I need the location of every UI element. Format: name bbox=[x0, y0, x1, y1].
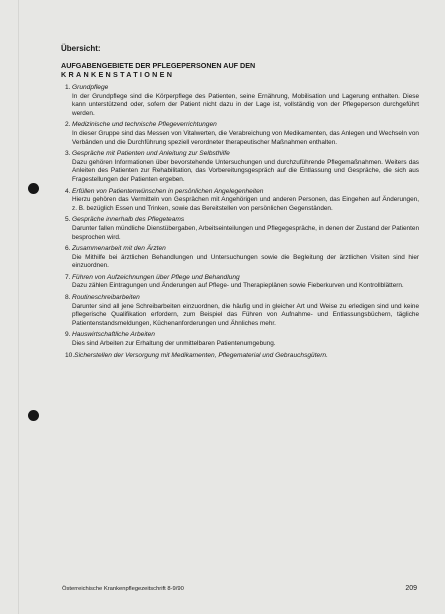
task-heading bbox=[61, 188, 419, 197]
task-heading bbox=[61, 294, 419, 303]
task-number: 6. bbox=[65, 245, 71, 253]
task-item-1 bbox=[61, 84, 419, 118]
task-title: Führen von Aufzeichnungen über Pflege und Behandlung bbox=[72, 273, 240, 281]
task-description: Darunter fallen mündliche Dienstübergaben, Arbeitseinteilungen und Pflegegespräche, in denen der Zustand der Patienten besprochen wird. bbox=[72, 224, 419, 241]
task-title: Erfüllen von Patientenwünschen in persönlichen Angelegenheiten bbox=[72, 187, 264, 195]
task-item-4 bbox=[61, 188, 419, 214]
task-number: 4. bbox=[65, 187, 71, 195]
task-item-8 bbox=[61, 294, 419, 328]
task-heading bbox=[61, 245, 419, 254]
task-item-7 bbox=[61, 274, 419, 291]
task-item-9 bbox=[61, 331, 419, 348]
headline-line-2: KRANKENSTATIONEN bbox=[61, 70, 175, 79]
article-headline bbox=[61, 61, 419, 79]
task-description: Dazu zählen Eintragungen und Änderungen auf Pflege- und Therapieplänen sowie Fieberkurven und Kontrollblättern. bbox=[72, 282, 404, 290]
task-description: In der Grundpflege sind die Körperpflege des Patienten, seine Ernährung, Mobilisation und Lagerung enthalten. Diese kann unterstützend oder, sofern der Patient nicht dazu in der Lage ist, vollständig von der Pflegeperson durchgeführt werden. bbox=[72, 92, 419, 117]
task-heading bbox=[61, 150, 419, 159]
task-title: Gespräche innerhalb des Pflegeteams bbox=[72, 216, 185, 224]
task-number: 7. bbox=[65, 273, 71, 281]
task-title: Gespräche mit Patienten und Anleitung zur Selbsthilfe bbox=[72, 150, 230, 158]
task-item-5 bbox=[61, 216, 419, 242]
article-body bbox=[61, 44, 419, 360]
task-description: Dies sind Arbeiten zur Erhaltung der unmittelbaren Patientenumgebung. bbox=[72, 340, 276, 348]
task-number: 1. bbox=[65, 84, 71, 91]
task-title: Sicherstellen der Versorgung mit Medikamenten, Pflegematerial und Gebrauchsgütern. bbox=[74, 351, 328, 359]
task-number: 3. bbox=[65, 150, 71, 158]
punch-hole-top bbox=[28, 183, 39, 194]
task-description: Dazu gehören Informationen über bevorstehende Untersuchungen und durchzuführende Pflegemaßnahmen. Weiters das Anleiten des Patienten zur Rehabilitation, das Vorbereitungsgespräch auf die Entlassung und Gespräche, die sich aus Fragestellungen der Patienten ergeben. bbox=[72, 158, 419, 183]
task-description: Die Mithilfe bei ärztlichen Behandlungen und Untersuchungen sowie die Begleitung der ärztlichen Visiten sind hier einzuordnen. bbox=[72, 253, 419, 270]
task-heading bbox=[61, 121, 419, 130]
task-title: Grundpflege bbox=[72, 84, 109, 91]
task-item-3 bbox=[61, 150, 419, 184]
task-title: Hauswirtschaftliche Arbeiten bbox=[72, 331, 155, 339]
task-number: 10. bbox=[65, 351, 75, 359]
page-footer bbox=[62, 585, 417, 593]
task-title: Zusammenarbeit mit den Ärzten bbox=[72, 245, 166, 253]
task-item-2 bbox=[61, 121, 419, 147]
task-number: 9. bbox=[65, 331, 71, 339]
overview-label: Übersicht: bbox=[61, 44, 101, 53]
task-number: 2. bbox=[65, 121, 71, 129]
task-heading bbox=[61, 216, 419, 225]
task-number: 5. bbox=[65, 216, 71, 224]
task-heading bbox=[61, 84, 419, 93]
task-list bbox=[61, 84, 419, 360]
task-description: In dieser Gruppe sind das Messen von Vitalwerten, die Verabreichung von Medikamenten, das Anlegen und Wechseln von Verbänden und die Durchführung speziell verordneter therapeutischer Maßnahmen enthalten. bbox=[72, 129, 419, 146]
task-heading bbox=[61, 352, 419, 361]
task-number: 8. bbox=[65, 294, 71, 302]
task-title: Routineschreibarbeiten bbox=[72, 294, 140, 302]
page-number: 209 bbox=[405, 585, 417, 592]
task-item-10 bbox=[61, 352, 419, 361]
task-item-6 bbox=[61, 245, 419, 271]
headline-line-1: AUFGABENGEBIETE DER PFLEGEPERSONEN AUF DEN bbox=[61, 61, 256, 70]
task-description: Hierzu gehören das Vermitteln von Gesprächen mit Angehörigen und anderen Personen, das Eingehen auf Änderungen, z. B. bezüglich Essen und Trinken, sowie das Bereitstellen von persönlichen Gegenständen. bbox=[72, 196, 419, 212]
punch-hole-bottom bbox=[28, 410, 39, 421]
journal-source: Österreichische Krankenpflegezeitschrift 8-9/90 bbox=[62, 586, 184, 592]
task-heading bbox=[61, 331, 419, 340]
task-description: Darunter sind all jene Schreibarbeiten einzuordnen, die häufig und in gleicher Art und Weise zu erledigen sind und keine pflegerische Qualifikation erfordern, zum Beispiel das Führen von Aufnahme- und Entlassungsbüchern, tägliche Patientenstandsmeldungen, Küchenanforderungen und Ähnliches mehr. bbox=[72, 302, 419, 327]
task-title: Medizinische und technische Pflegeverrichtungen bbox=[72, 121, 217, 129]
